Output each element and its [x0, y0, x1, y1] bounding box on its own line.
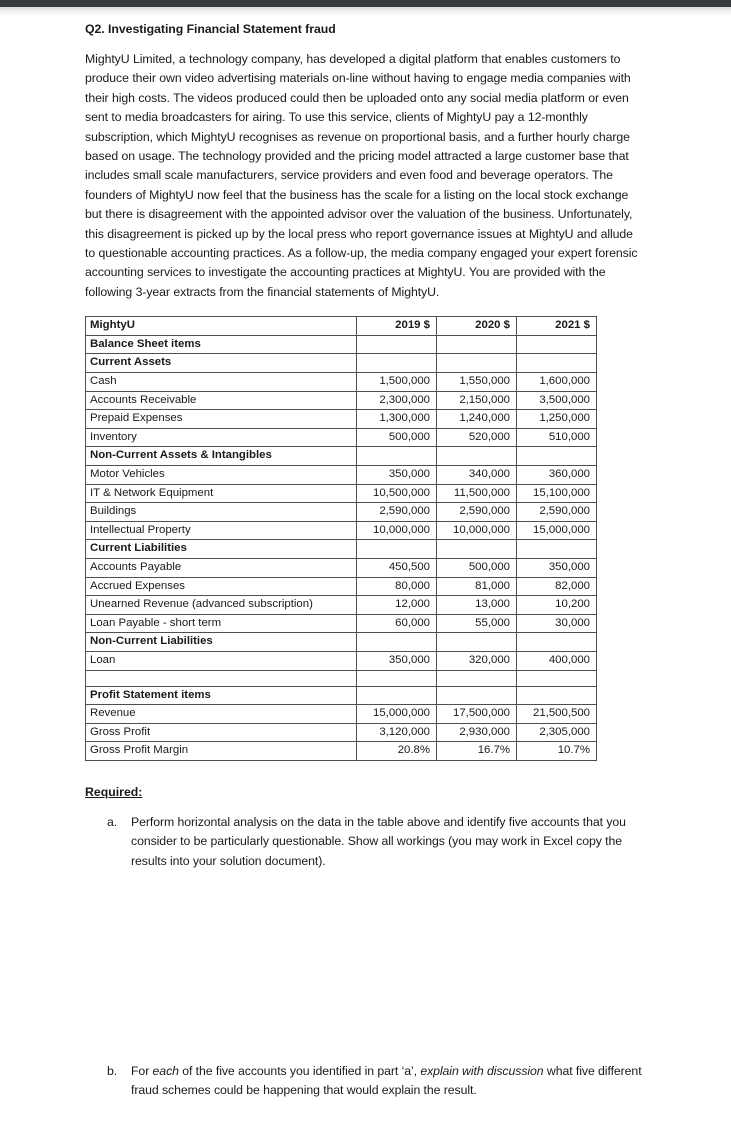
list-marker: b.	[107, 1064, 118, 1078]
table-cell-value: 55,000	[437, 614, 517, 633]
list-item	[85, 813, 645, 871]
table-cell-value: 2,930,000	[437, 723, 517, 742]
table-header-year: 2021 $	[517, 317, 597, 336]
table-cell-value: 500,000	[357, 428, 437, 447]
table-header-year: 2020 $	[437, 317, 517, 336]
table-row	[86, 484, 597, 503]
table-section-row	[86, 447, 597, 466]
table-row	[86, 742, 597, 761]
table-cell-label: IT & Network Equipment	[86, 484, 357, 503]
table-row	[86, 428, 597, 447]
table-cell-value: 1,600,000	[517, 373, 597, 392]
table-cell-value: 12,000	[357, 596, 437, 615]
document-content	[0, 16, 731, 871]
table-cell-value: 450,500	[357, 558, 437, 577]
page-top-shadow	[0, 7, 731, 16]
page-title: Q2. Investigating Financial Statement fraud	[85, 22, 336, 36]
table-cell-value: 81,000	[437, 577, 517, 596]
table-section-row	[86, 354, 597, 373]
table-cell-value: 1,250,000	[517, 410, 597, 429]
table-cell-value: 15,000,000	[357, 705, 437, 724]
table-cell-label: Non-Current Liabilities	[86, 633, 357, 652]
window-top-bar	[0, 0, 731, 7]
table-cell-value: 11,500,000	[437, 484, 517, 503]
plain-text: what five different fraud schemes could be happening that would explain the result.	[131, 1064, 642, 1098]
table-cell-value: 3,120,000	[357, 723, 437, 742]
table-cell-value: 1,550,000	[437, 373, 517, 392]
table-cell-value	[437, 540, 517, 559]
table-cell-value: 1,500,000	[357, 373, 437, 392]
table-cell-value: 10.7%	[517, 742, 597, 761]
table-row	[86, 503, 597, 522]
table-cell-value: 16.7%	[437, 742, 517, 761]
table-cell-label: Gross Profit	[86, 723, 357, 742]
table-cell-value	[517, 633, 597, 652]
table-cell-label: Current Assets	[86, 354, 357, 373]
table-cell-label: Balance Sheet items	[86, 335, 357, 354]
table-cell-value: 350,000	[517, 558, 597, 577]
table-section-row	[86, 335, 597, 354]
table-cell-value: 350,000	[357, 466, 437, 485]
list-item	[85, 1062, 645, 1101]
requirement-b-text	[131, 1064, 642, 1097]
table-cell-value: 17,500,000	[437, 705, 517, 724]
table-cell-value: 20.8%	[357, 742, 437, 761]
table-cell-value	[437, 335, 517, 354]
table-row	[86, 410, 597, 429]
table-cell-value: 2,590,000	[517, 503, 597, 522]
table-cell-value	[357, 447, 437, 466]
table-cell-value: 520,000	[437, 428, 517, 447]
table-section-row	[86, 633, 597, 652]
table-cell-value: 13,000	[437, 596, 517, 615]
list-marker: a.	[107, 814, 118, 829]
table-cell-value: 10,200	[517, 596, 597, 615]
table-cell-label: Gross Profit Margin	[86, 742, 357, 761]
table-cell-value: 60,000	[357, 614, 437, 633]
table-row	[86, 466, 597, 485]
table-cell-label: Loan Payable - short term	[86, 614, 357, 633]
table-body	[86, 317, 597, 761]
table-cell-value	[517, 335, 597, 354]
intro-paragraph: MightyU Limited, a technology company, has developed a digital platform that enables customers to produce their own video advertising materials on-line without having to engage media companies with their high costs. The videos produced could then be uploaded onto any social media platform or even sent to media broadcasters for airing. To use this service, clients of MightyU pay a 12-monthly subscription, which MightyU recognises as revenue on proportional basis, and a further hourly charge based on usage. The technology provided and the pricing model attracted a large customer base that includes small scale manufacturers, service providers and even food and beverage operators. The founders of MightyU now feel that the business has the scale for a listing on the local stock exchange but there is disagreement with the appointed advisor over the valuation of the business. Unfortunately, this disagreement is picked up by the local press who report governance issues at MightyU and allude to questionable accounting practices. As a follow-up, the media company engaged your expert forensic accounting services to investigate the accounting practices at MightyU. You are provided with the following 3-year extracts from the financial statements of MightyU.	[85, 51, 638, 299]
table-row	[86, 521, 597, 540]
table-cell-label: Revenue	[86, 705, 357, 724]
table-cell-value	[437, 633, 517, 652]
table-cell-value: 2,590,000	[357, 503, 437, 522]
table-cell-value: 2,305,000	[517, 723, 597, 742]
table-cell-label: Prepaid Expenses	[86, 410, 357, 429]
table-cell-value	[437, 354, 517, 373]
table-cell-value: 15,000,000	[517, 521, 597, 540]
emphasis-text: explain with discussion	[420, 1064, 544, 1078]
table-row	[86, 705, 597, 724]
financial-statement-table	[85, 316, 597, 761]
table-cell-label: Accounts Payable	[86, 558, 357, 577]
table-row	[86, 614, 597, 633]
requirements-list	[85, 813, 645, 871]
table-cell-value: 400,000	[517, 651, 597, 670]
table-cell-value: 1,300,000	[357, 410, 437, 429]
table-header-entity: MightyU	[86, 317, 357, 336]
table-cell-value	[357, 540, 437, 559]
table-cell-value	[517, 447, 597, 466]
table-cell-value	[517, 540, 597, 559]
table-section-row	[86, 686, 597, 705]
table-row	[86, 391, 597, 410]
table-cell-value: 2,590,000	[437, 503, 517, 522]
table-cell-value	[357, 670, 437, 686]
requirement-b-block	[0, 1062, 731, 1101]
table-cell-value: 10,000,000	[437, 521, 517, 540]
table-cell-value: 360,000	[517, 466, 597, 485]
plain-text: of the five accounts you identified in part ‘a’,	[178, 1064, 421, 1078]
requirement-b-list	[85, 1062, 645, 1101]
table-cell-value: 80,000	[357, 577, 437, 596]
table-row	[86, 596, 597, 615]
table-cell-label: Intellectual Property	[86, 521, 357, 540]
required-heading: Required:	[85, 784, 143, 799]
table-cell-label: Profit Statement items	[86, 686, 357, 705]
table-cell-label: Accrued Expenses	[86, 577, 357, 596]
table-cell-value: 15,100,000	[517, 484, 597, 503]
table-cell-value	[517, 670, 597, 686]
table-cell-value: 82,000	[517, 577, 597, 596]
table-row	[86, 577, 597, 596]
table-cell-value: 10,500,000	[357, 484, 437, 503]
table-cell-value	[357, 633, 437, 652]
table-cell-label: Current Liabilities	[86, 540, 357, 559]
table-cell-label: Inventory	[86, 428, 357, 447]
table-cell-value: 30,000	[517, 614, 597, 633]
table-cell-label: Motor Vehicles	[86, 466, 357, 485]
table-cell-value: 340,000	[437, 466, 517, 485]
table-cell-value	[437, 447, 517, 466]
financial-table-container	[85, 316, 596, 761]
table-cell-label: Unearned Revenue (advanced subscription)	[86, 596, 357, 615]
table-cell-value	[357, 335, 437, 354]
table-cell-value: 21,500,500	[517, 705, 597, 724]
table-cell-value	[437, 670, 517, 686]
table-cell-value: 350,000	[357, 651, 437, 670]
table-row	[86, 651, 597, 670]
table-section-row	[86, 540, 597, 559]
table-row	[86, 723, 597, 742]
table-cell-value	[517, 686, 597, 705]
table-cell-label: Accounts Receivable	[86, 391, 357, 410]
table-row	[86, 558, 597, 577]
table-cell-label: Cash	[86, 373, 357, 392]
table-cell-value	[357, 354, 437, 373]
table-cell-value	[357, 686, 437, 705]
requirement-text: Perform horizontal analysis on the data in the table above and identify five accounts that you consider to be particularly questionable. Show all workings (you may work in Excel copy the results into your solution document).	[131, 814, 626, 868]
table-cell-value	[517, 354, 597, 373]
table-cell-value: 510,000	[517, 428, 597, 447]
table-cell-value: 1,240,000	[437, 410, 517, 429]
table-cell-label: Non-Current Assets & Intangibles	[86, 447, 357, 466]
table-cell-label: Buildings	[86, 503, 357, 522]
table-header-year: 2019 $	[357, 317, 437, 336]
table-spacer-row	[86, 670, 597, 686]
table-cell-value: 2,300,000	[357, 391, 437, 410]
table-cell-value: 10,000,000	[357, 521, 437, 540]
table-cell-value: 500,000	[437, 558, 517, 577]
table-row	[86, 373, 597, 392]
table-cell-label	[86, 670, 357, 686]
table-cell-value: 3,500,000	[517, 391, 597, 410]
plain-text: For	[131, 1064, 153, 1078]
table-header-row	[86, 317, 597, 336]
table-cell-value: 2,150,000	[437, 391, 517, 410]
table-cell-value: 320,000	[437, 651, 517, 670]
emphasis-text: each	[152, 1064, 179, 1078]
table-cell-label: Loan	[86, 651, 357, 670]
table-cell-value	[437, 686, 517, 705]
